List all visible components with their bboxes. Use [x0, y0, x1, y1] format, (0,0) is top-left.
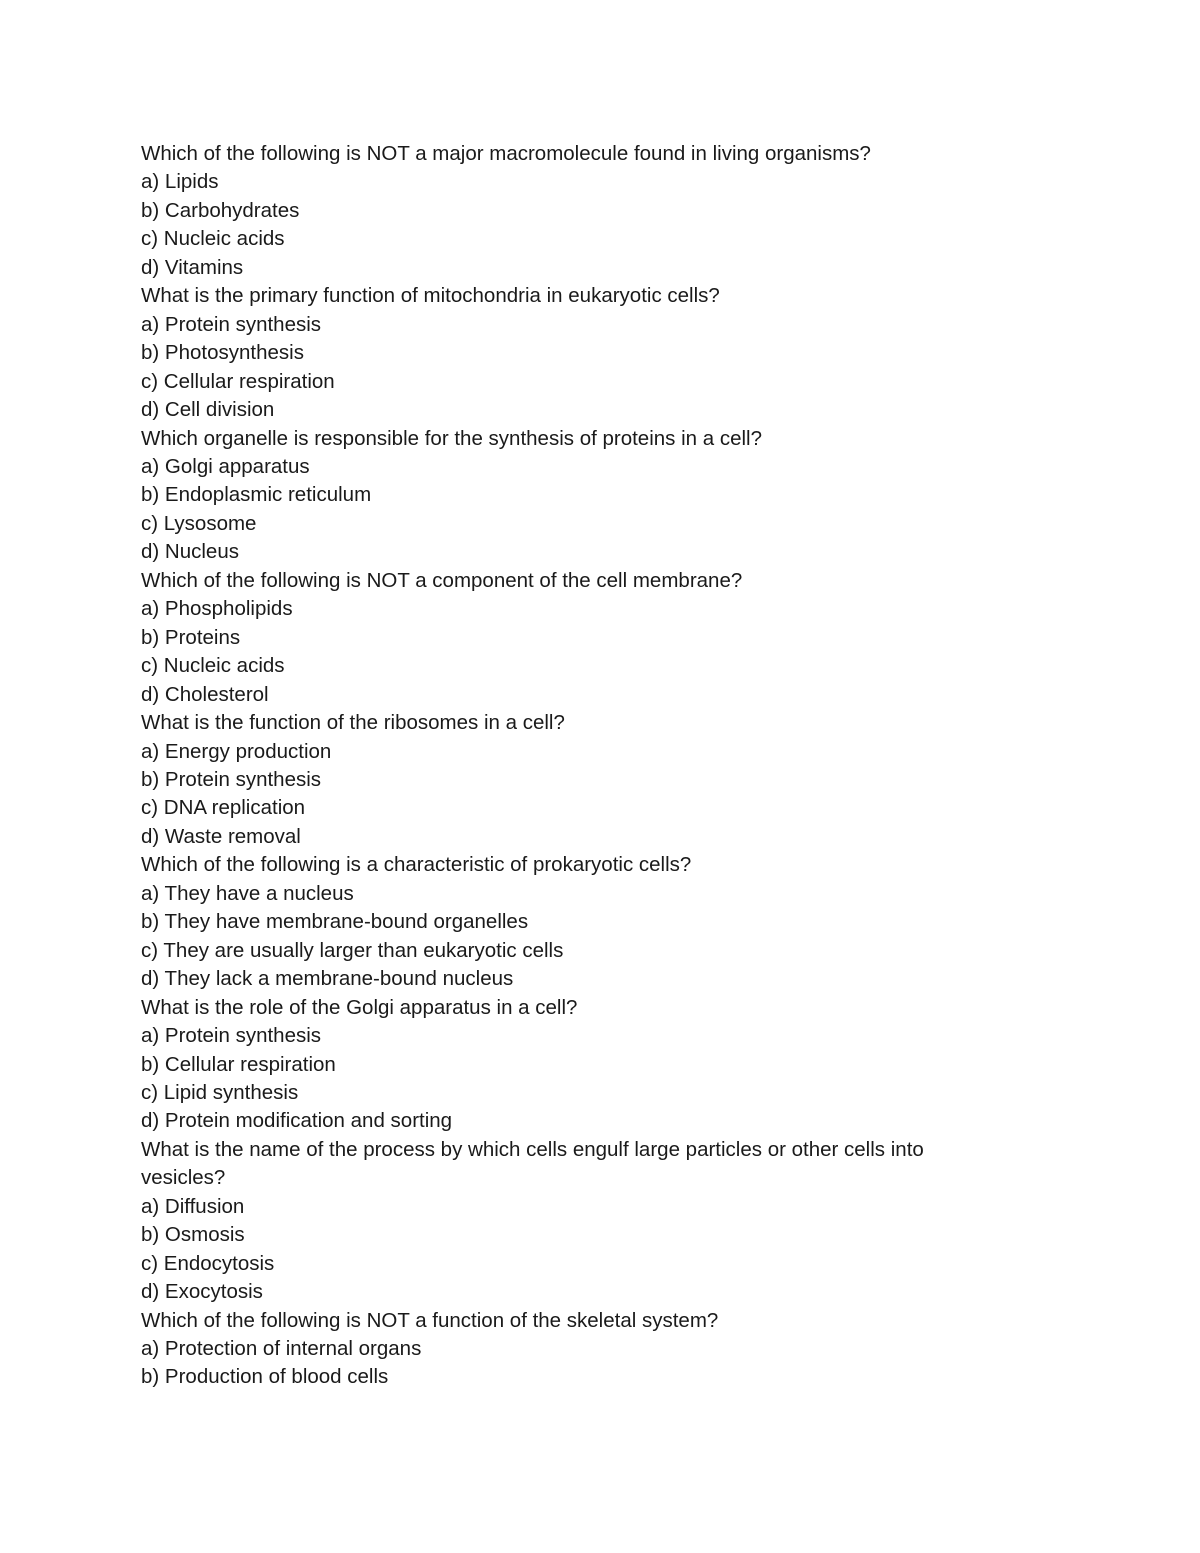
question-text: Which of the following is NOT a component of the cell membrane? — [141, 568, 743, 592]
question-block — [141, 140, 1021, 282]
answer-option: b) Endoplasmic reticulum — [141, 483, 372, 507]
question-block — [141, 282, 1021, 424]
answer-option: c) Nucleic acids — [141, 654, 285, 678]
question-block — [141, 1136, 1021, 1307]
answer-option: b) Photosynthesis — [141, 341, 304, 365]
answer-option: d) Waste removal — [141, 824, 301, 848]
question-block — [141, 851, 1021, 993]
question-text: What is the role of the Golgi apparatus in a cell? — [141, 995, 578, 1019]
question-text: Which organelle is responsible for the synthesis of proteins in a cell? — [141, 426, 763, 450]
answer-option: a) Golgi apparatus — [141, 454, 310, 478]
answer-option: b) Protein synthesis — [141, 767, 322, 791]
answer-option: c) Endocytosis — [141, 1251, 275, 1275]
answer-option: a) Protein synthesis — [141, 1024, 322, 1048]
answer-option: a) Phospholipids — [141, 597, 293, 621]
question-block — [141, 994, 1021, 1136]
question-text: Which of the following is a characteristic of prokaryotic cells? — [141, 853, 692, 877]
answer-option: d) They lack a membrane-bound nucleus — [141, 967, 514, 991]
answer-option: d) Protein modification and sorting — [141, 1109, 453, 1133]
question-text: What is the name of the process by which cells engulf large particles or other cells into — [141, 1137, 924, 1161]
answer-option: d) Cell division — [141, 398, 275, 422]
answer-option: c) Nucleic acids — [141, 227, 285, 251]
answer-option: c) Cellular respiration — [141, 369, 335, 393]
answer-option: d) Vitamins — [141, 255, 244, 279]
answer-option: b) Cellular respiration — [141, 1052, 336, 1076]
answer-option: b) Osmosis — [141, 1223, 245, 1247]
answer-option: b) They have membrane-bound organelles — [141, 910, 529, 934]
answer-option: b) Carbohydrates — [141, 198, 300, 222]
answer-option: a) Protection of internal organs — [141, 1337, 422, 1361]
answer-option: c) Lipid synthesis — [141, 1080, 299, 1104]
answer-option: a) Lipids — [141, 170, 219, 194]
answer-option: a) They have a nucleus — [141, 881, 354, 905]
question-text-continued: vesicles? — [141, 1166, 226, 1190]
question-block — [141, 709, 1021, 851]
question-block — [141, 1307, 1021, 1392]
answer-option: a) Diffusion — [141, 1194, 245, 1218]
answer-option: a) Protein synthesis — [141, 312, 322, 336]
question-text: What is the function of the ribosomes in a cell? — [141, 711, 565, 735]
question-block — [141, 567, 1021, 709]
answer-option: d) Exocytosis — [141, 1280, 263, 1304]
question-text: Which of the following is NOT a function of the skeletal system? — [141, 1308, 719, 1332]
question-text: Which of the following is NOT a major macromolecule found in living organisms? — [141, 142, 871, 165]
answer-option: d) Cholesterol — [141, 682, 269, 706]
question-text: What is the primary function of mitochondria in eukaryotic cells? — [141, 284, 720, 308]
answer-option: c) They are usually larger than eukaryotic cells — [141, 938, 564, 962]
answer-option: b) Proteins — [141, 625, 241, 649]
quiz-content — [141, 140, 1021, 1392]
answer-option: a) Energy production — [141, 739, 332, 763]
answer-option: d) Nucleus — [141, 540, 239, 564]
question-block — [141, 425, 1021, 567]
answer-option: b) Production of blood cells — [141, 1365, 389, 1389]
answer-option: c) DNA replication — [141, 796, 306, 820]
answer-option: c) Lysosome — [141, 511, 257, 535]
